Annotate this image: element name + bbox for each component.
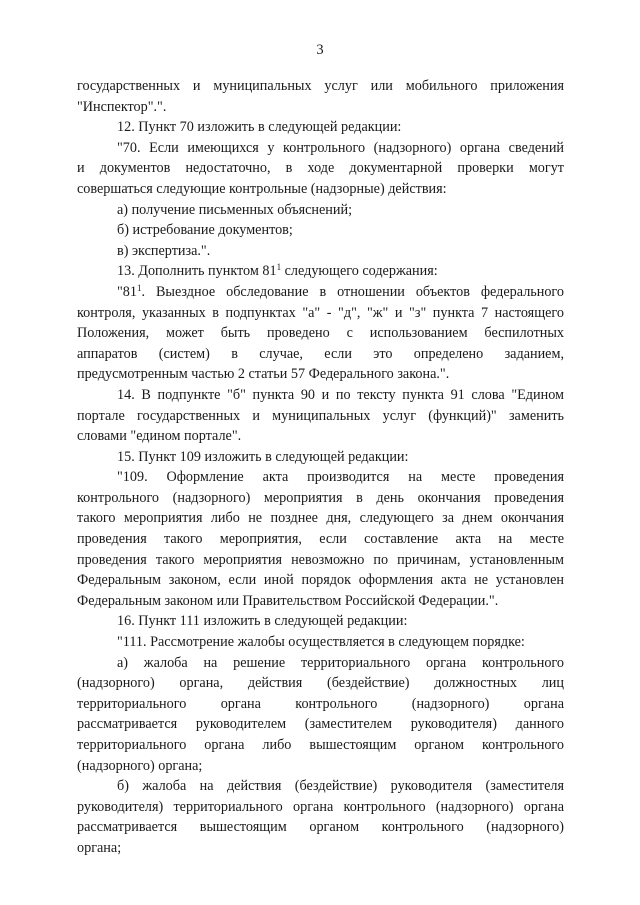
text-line-content: контроля, указанных в подпунктах "а" - "д", "ж" и "з" пункта 7 настоящего — [77, 304, 564, 321]
text-line — [77, 467, 564, 488]
text-line-content: портале государственных и муниципальных услуг (функций)" заменить — [77, 407, 564, 424]
text-line — [77, 323, 564, 344]
text-line-content: 13. Дополнить пунктом 81 — [117, 263, 277, 280]
text-line — [77, 344, 564, 365]
text-line — [77, 673, 564, 694]
text-line — [77, 570, 564, 591]
text-line — [77, 550, 564, 571]
text-line — [77, 776, 564, 797]
text-line-content: (надзорного) органа, действия (бездействие) должностных лиц — [77, 675, 564, 692]
text-line — [77, 838, 564, 859]
text-line-content: "70. Если имеющихся у контрольного (надзорного) органа сведений — [117, 139, 564, 156]
text-line — [77, 447, 564, 468]
text-line — [77, 508, 564, 529]
text-line-content: "81 — [117, 283, 137, 300]
text-line-content: аппаратов (систем) в случае, если это определено заданием, — [77, 345, 564, 362]
text-line-content: проведения такого мероприятия невозможно по причинам, установленным — [77, 551, 564, 568]
text-line-content: территориального органа контрольного (надзорного) органа — [77, 695, 564, 712]
text-line-content: словами "едином портале". — [77, 428, 242, 445]
text-line — [77, 591, 564, 612]
text-line — [77, 797, 564, 818]
text-line — [77, 282, 564, 303]
document-body — [77, 76, 564, 859]
text-line-continuation: следующего содержания: — [281, 263, 438, 280]
text-line-content: предусмотренным частью 2 статьи 57 Федерального закона.". — [77, 366, 450, 383]
text-line-content: Федеральным законом или Правительством Российской Федерации.". — [77, 592, 499, 609]
text-line-content: "111. Рассмотрение жалобы осуществляется в следующем порядке: — [117, 634, 525, 651]
text-line-content: совершаться следующие контрольные (надзорные) действия: — [77, 180, 447, 197]
text-line — [77, 97, 564, 118]
text-line — [77, 653, 564, 674]
text-line-content: б) жалоба на действия (бездействие) руководителя (заместителя — [117, 778, 564, 795]
text-line-continuation: . Выездное обследование в отношении объектов федерального — [141, 283, 564, 300]
text-line-content: проведения такого мероприятия, если составление акта на месте — [77, 531, 564, 548]
text-line-content: 16. Пункт 111 изложить в следующей редакции: — [117, 613, 408, 630]
text-line — [77, 632, 564, 653]
text-line-content: Положения, может быть проведено с использованием беспилотных — [77, 325, 564, 342]
text-line — [77, 261, 564, 282]
superscript: 1 — [276, 262, 282, 273]
text-line-content: и документов недостаточно, в ходе документарной проверки могут — [77, 160, 564, 177]
text-line — [77, 756, 564, 777]
text-line — [77, 529, 564, 550]
text-line — [77, 200, 564, 221]
text-line-content: 14. В подпункте "б" пункта 90 и по тексту пункта 91 слова "Едином — [117, 386, 564, 403]
text-line-content: такого мероприятия либо не позднее дня, следующего за днем окончания — [77, 510, 564, 527]
text-line — [77, 364, 564, 385]
text-line-content: а) жалоба на решение территориального органа контрольного — [117, 654, 564, 671]
text-line-content: 15. Пункт 109 изложить в следующей редакции: — [117, 448, 409, 465]
text-line-content: рассматривается вышестоящим органом контрольного (надзорного) — [77, 819, 564, 836]
text-line — [77, 220, 564, 241]
page-number: 3 — [316, 42, 324, 58]
text-line — [77, 406, 564, 427]
text-line — [77, 735, 564, 756]
text-line-content: руководителя) территориального органа контрольного (надзорного) органа — [77, 798, 564, 815]
text-line — [77, 385, 564, 406]
text-line — [77, 611, 564, 632]
text-line-content: государственных и муниципальных услуг или мобильного приложения — [77, 78, 564, 94]
text-line — [77, 158, 564, 179]
text-line — [77, 179, 564, 200]
text-line-content: "109. Оформление акта производится на месте проведения — [117, 469, 564, 486]
text-line — [77, 488, 564, 509]
text-line — [77, 117, 564, 138]
text-line-content: б) истребование документов; — [117, 222, 293, 239]
superscript: 1 — [136, 282, 142, 293]
text-line — [77, 138, 564, 159]
text-line-content: рассматривается руководителем (заместителем руководителя) данного — [77, 716, 564, 733]
text-line — [77, 76, 564, 97]
text-line-content: Федеральным законом, если иной порядок оформления акта не установлен — [77, 572, 564, 589]
text-line-content: "Инспектор".". — [77, 98, 167, 115]
text-line-content: территориального органа либо вышестоящим органом контрольного — [77, 737, 564, 753]
text-line — [77, 303, 564, 324]
text-line — [77, 426, 564, 447]
text-line-content: органа; — [77, 839, 122, 856]
text-line-content: в) экспертиза.". — [117, 242, 211, 259]
text-line-content: (надзорного) органа; — [77, 757, 203, 774]
text-line — [77, 817, 564, 838]
text-line — [77, 714, 564, 735]
text-line — [77, 694, 564, 715]
text-line-content: а) получение письменных объяснений; — [117, 201, 353, 218]
text-line-content: 12. Пункт 70 изложить в следующей редакции: — [117, 119, 402, 136]
text-line — [77, 241, 564, 262]
text-line-content: контрольного (надзорного) мероприятия в день окончания проведения — [77, 489, 564, 506]
